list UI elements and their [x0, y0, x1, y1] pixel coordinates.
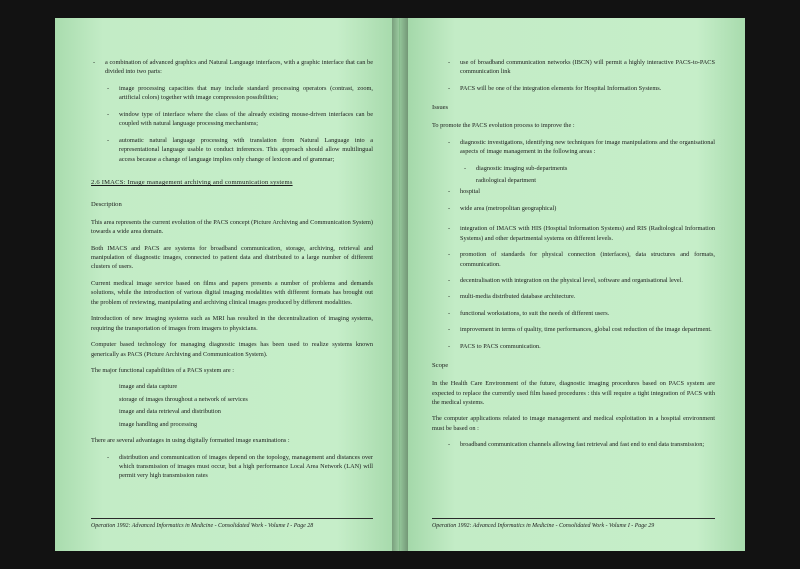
- list-item: [91, 58, 373, 77]
- bullet-dash: -: [448, 84, 451, 92]
- list-item: [432, 187, 715, 196]
- paragraph: Computer based technology for managing diagnostic images has been used to realize systems known generically as PACS (Picture Archiving and Communication System).: [91, 341, 373, 358]
- list-item: [432, 58, 715, 77]
- paragraph: The computer applications related to image management and medical exploitation in a hospital environment must be based on :: [432, 415, 715, 432]
- bullet-dash: -: [448, 251, 451, 259]
- capability-item: image and data retrieval and distribution: [119, 408, 221, 416]
- list-item-text: PACS will be one of the integration elements for Hospital Information Systems.: [460, 84, 662, 92]
- list-item-text: radiological department: [476, 176, 536, 184]
- issues-intro: To promote the PACS evolution process to improve the :: [432, 122, 575, 130]
- list-item-text: decentralisation with integration on the physical level, software and organisational level.: [460, 277, 684, 285]
- list-item-text: integration of IMACS with HIS (Hospital Information Systems) and RIS (Radiological Information Systems) and other departmental systems on different levels.: [460, 225, 715, 242]
- page-left: [55, 18, 400, 551]
- list-item: [432, 84, 715, 93]
- list-item: [432, 164, 715, 173]
- list-item-text: hospital: [460, 188, 480, 196]
- list-item: [91, 110, 373, 129]
- list-item: [432, 138, 715, 157]
- paragraph: Introduction of new imaging systems such as MRI has resulted in the decentralization of imaging systems, requiring the transportation of images from imagers to physicians.: [91, 315, 373, 332]
- page-footer-right: [432, 518, 715, 529]
- list-item-text: wide area (metropolitan geographical): [460, 204, 557, 212]
- bullet-dash: -: [448, 277, 451, 285]
- bullet-dash: -: [448, 342, 451, 350]
- list-item: [91, 136, 373, 164]
- list-item-text: multi-media distributed database architecture.: [460, 293, 576, 301]
- list-item-text: image processing capacities that may include standard processing operators (contrast, zoom, artificial colors) together with image compression possibilities;: [119, 84, 373, 102]
- advantages-intro: There are several advantages in using digitally formatted image examinations :: [91, 437, 290, 445]
- list-item-text: improvement in terms of quality, time performances, global cost reduction of the image department.: [460, 326, 712, 334]
- scope-heading: Scope: [432, 362, 449, 370]
- bullet-dash: -: [448, 138, 451, 146]
- capability-item: image and data capture: [119, 383, 178, 391]
- bullet-dash: -: [448, 326, 451, 334]
- bullet-dash: -: [448, 225, 451, 233]
- bullet-dash: -: [93, 59, 96, 66]
- footer-text: Operation 1992: Advanced Informatics in Medicine - Consolidated Work - Volume I - Page 29: [432, 523, 655, 529]
- paragraph: In the Health Care Environment of the future, diagnostic imaging procedures based on PACS system are expected to replace the currently used film based procedures : this will require a tight integration of PACS with the medical systems.: [432, 380, 715, 406]
- bullet-dash: -: [448, 59, 451, 66]
- list-item: [432, 440, 715, 449]
- page-left-content: [91, 58, 373, 507]
- bullet-dash: -: [448, 441, 451, 449]
- page-footer-left: [91, 518, 373, 529]
- paragraph: The major functional capabilities of a PACS system are :: [91, 366, 234, 374]
- list-item-text: PACS to PACS communication.: [460, 342, 541, 350]
- bullet-dash: -: [107, 84, 110, 92]
- paragraph: Both IMACS and PACS are systems for broadband communication, storage, archiving, retrieval and manipulation of diagnostic images, connected to patient data and distributed to a large number of different clusters of users.: [91, 244, 373, 271]
- list-item: [432, 309, 715, 318]
- bullet-dash: -: [448, 309, 451, 317]
- list-item: [432, 342, 715, 351]
- bullet-dash: -: [448, 293, 451, 301]
- page-right: [400, 18, 745, 551]
- list-item-text: use of broadband communication networks (IBCN) will permit a highly interactive PACS-to-PACS communication link: [460, 59, 715, 76]
- list-item-text: distribution and communication of images depend on the topology, management and distances over which transmission of images must occur, but a high performance Local Area Network (LAN) will permit very high transmission rates: [119, 453, 373, 480]
- list-item-text: diagnostic imaging sub-departments: [476, 164, 568, 172]
- list-item: [91, 84, 373, 103]
- bullet-dash: -: [464, 164, 467, 172]
- list-item: [432, 204, 715, 213]
- bullet-dash: -: [107, 136, 110, 144]
- list-item-text: window type of interface where the class of the already existing mouse-driven interfaces can be coupled with natural language processing mechanisms;: [119, 110, 373, 128]
- bullet-dash: -: [448, 188, 451, 196]
- issues-heading: Issues: [432, 104, 449, 112]
- list-item-text: promotion of standards for physical connection (interfaces), data structures and formats, communication.: [460, 251, 715, 268]
- list-item: [91, 453, 373, 481]
- list-item: [432, 276, 715, 285]
- footer-text: Operation 1992: Advanced Informatics in Medicine - Consolidated Work - Volume I - Page 28: [91, 523, 314, 529]
- list-item-text: functional workstations, to suit the needs of different users.: [460, 309, 610, 317]
- list-item-text: automatic natural language processing with translation from Natural Language into a representational language usable to conduct inferences. This approach should allow multilingual access because a change of language implies only change of lexicon and of grammar;: [119, 136, 373, 163]
- paragraph: Current medical image service based on films and papers presents a number of problems and demands solutions, while the introduction of various digital imaging modalities with different formats has brought out the problem of reviewing, manipulating and archiving clinical images produced by different modalities.: [91, 279, 373, 306]
- capability-item: image handling and processing: [119, 420, 198, 428]
- bullet-dash: -: [107, 110, 110, 118]
- paragraph: This area represents the current evolution of the PACS concept (Picture Archiving and Communication System) towards a wide area domain.: [91, 218, 373, 236]
- capability-item: storage of images throughout a network of services: [119, 395, 248, 403]
- list-item-text: a combination of advanced graphics and Natural Language interfaces, with a graphic interface that can be divided into two parts:: [105, 59, 373, 76]
- bullet-dash: -: [448, 204, 451, 212]
- page-right-content: [432, 58, 715, 507]
- section-heading: 2.6 IMACS: Image management archiving and communication systems: [91, 178, 293, 186]
- bullet-dash: -: [107, 453, 110, 461]
- description-heading: Description: [91, 200, 122, 208]
- book-gutter: [392, 18, 408, 551]
- list-item: [432, 250, 715, 269]
- list-item: [432, 224, 715, 243]
- list-item-text: broadband communication channels allowing fast retrieval and fast end to end data transmission;: [460, 441, 705, 449]
- list-item: [432, 292, 715, 301]
- list-item-text: diagnostic investigations, identifying new techniques for image manipulations and the organisational aspects of image management in the following areas :: [460, 138, 715, 156]
- list-item: [432, 325, 715, 334]
